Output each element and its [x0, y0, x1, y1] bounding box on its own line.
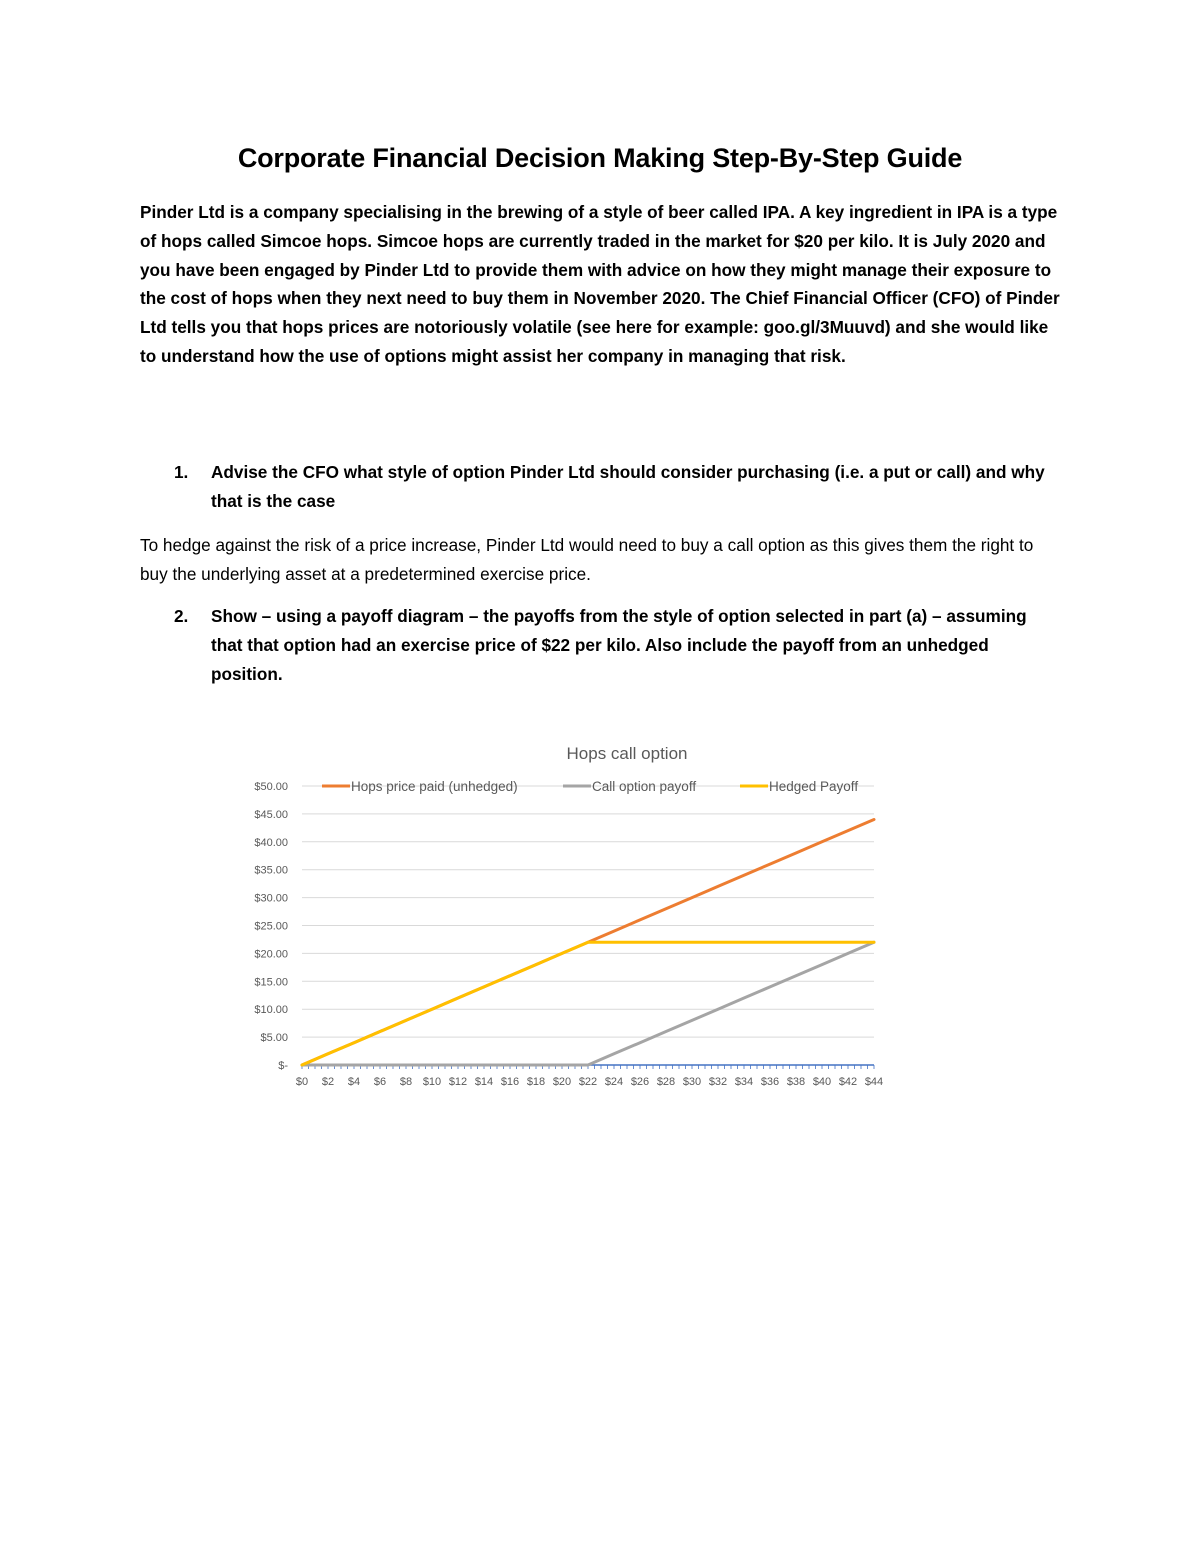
y-tick-label: $5.00: [260, 1032, 288, 1045]
chart-title: Hops call option: [566, 744, 688, 763]
question-2: [140, 602, 1060, 688]
x-tick-label: $32: [708, 1076, 728, 1088]
y-tick-label: $35.00: [254, 864, 288, 877]
page-title: Corporate Financial Decision Making Step-By-Step Guide: [237, 143, 963, 173]
x-tick-label: $0: [295, 1076, 309, 1088]
question-1-text: Advise the CFO what style of option Pinder Ltd should consider purchasing (i.e. a put or call) and why that is the case: [211, 462, 1045, 511]
y-tick-label: $15.00: [254, 976, 288, 989]
x-tick-label: $14: [474, 1076, 494, 1088]
x-tick-label: $20: [552, 1076, 572, 1088]
legend-label: Hops price paid (unhedged): [351, 779, 518, 794]
y-tick-label: $45.00: [254, 808, 288, 821]
question-1: [140, 458, 1060, 516]
question-2-number: 2.: [174, 606, 189, 626]
x-tick-label: $8: [399, 1076, 413, 1088]
intro-paragraph: Pinder Ltd is a company specialising in the brewing of a style of beer called IPA. A key ingredient in IPA is a type of hops called Simcoe hops. Simcoe hops are currently traded in the market for $20 per kilo. It is July 2020 and you have been engaged by Pinder Ltd to provide them with advice on how they might manage their exposure to the cost of hops when they next need to buy them in November 2020. The Chief Financial Officer (CFO) of Pinder Ltd tells you that hops prices are notoriously volatile (see here for example: goo.gl/3Muuvd) and she would like to understand how the use of options might assist her company in managing that risk.: [140, 202, 1060, 366]
y-tick-label: $40.00: [254, 836, 288, 849]
x-tick-label: $2: [321, 1076, 335, 1088]
x-tick-label: $16: [500, 1076, 520, 1088]
x-tick-label: $34: [734, 1076, 754, 1088]
x-tick-label: $44: [864, 1076, 884, 1088]
x-tick-label: $22: [578, 1076, 598, 1088]
question-1-number: 1.: [174, 462, 189, 482]
x-tick-label: $28: [656, 1076, 676, 1088]
payoff-chart: [240, 735, 890, 1095]
answer-1-paragraph: To hedge against the risk of a price increase, Pinder Ltd would need to buy a call option as this gives them the right to buy the underlying asset at a predetermined exercise price.: [140, 535, 1034, 584]
chart-series: [302, 820, 874, 1066]
series-line-3: [302, 942, 874, 1065]
x-tick-label: $12: [448, 1076, 468, 1088]
x-tick-label: $10: [422, 1076, 442, 1088]
question-2-text: Show – using a payoff diagram – the payoffs from the style of option selected in part (a) – assuming that that option had an exercise price of $22 per kilo. Also include the payoff from an unhedged position.: [211, 606, 1027, 684]
legend-label: Call option payoff: [592, 779, 697, 794]
x-tick-label: $38: [786, 1076, 806, 1088]
x-axis-tick-labels: [296, 1076, 883, 1088]
chart-legend: [322, 779, 858, 794]
y-tick-label: $10.00: [254, 1004, 288, 1017]
x-tick-label: $6: [373, 1076, 387, 1088]
y-tick-label: $30.00: [254, 892, 288, 905]
series-line-2: [302, 942, 874, 1065]
x-tick-label: $4: [347, 1076, 361, 1088]
chart-gridlines: [302, 786, 874, 1037]
x-tick-label: $36: [760, 1076, 780, 1088]
y-tick-label: $20.00: [254, 948, 288, 961]
y-tick-label: $25.00: [254, 920, 288, 933]
x-tick-label: $40: [812, 1076, 832, 1088]
x-tick-label: $42: [838, 1076, 858, 1088]
x-tick-label: $26: [630, 1076, 650, 1088]
legend-label: Hedged Payoff: [769, 779, 859, 794]
x-tick-label: $24: [604, 1076, 624, 1088]
x-tick-label: $18: [526, 1076, 546, 1088]
y-tick-label: $50.00: [254, 781, 288, 793]
x-tick-label: $30: [682, 1076, 702, 1088]
y-axis-tick-labels: [254, 781, 288, 1072]
y-tick-label: $-: [278, 1060, 288, 1072]
